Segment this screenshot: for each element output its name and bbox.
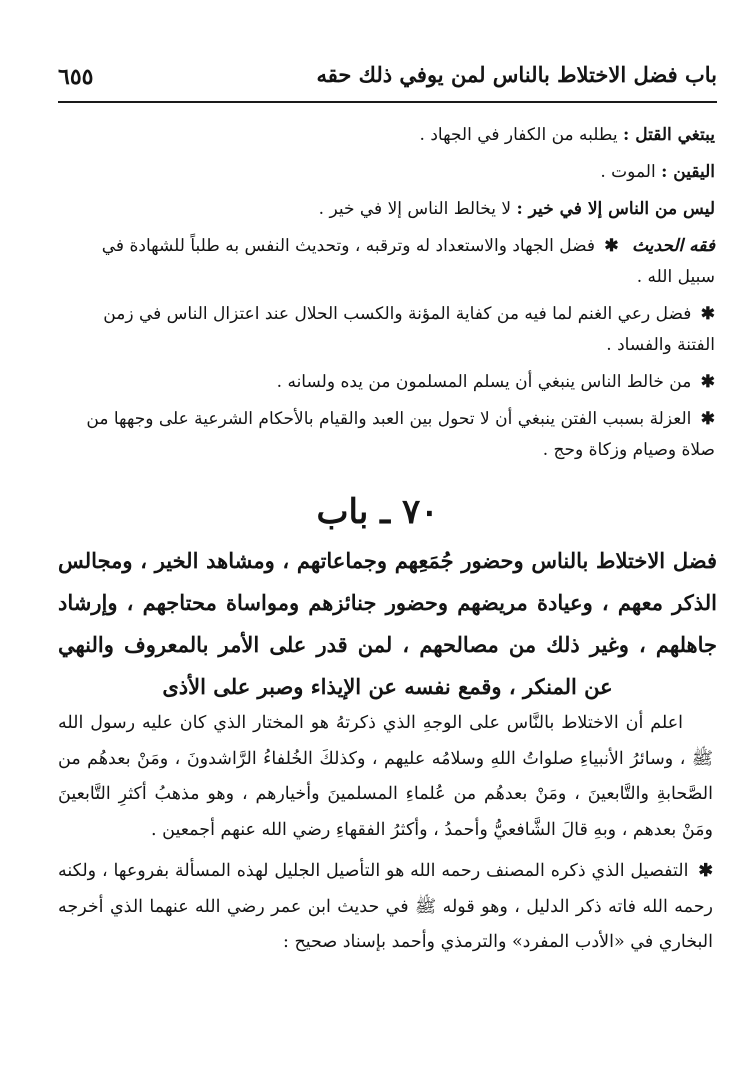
commentary-text: التفصيل الذي ذكره المصنف رحمه الله هو التأصيل الجليل لهذه المسألة بفروعها ، ولكنه رحمه الله فاته ذكر الدليل ، وهو قوله ﷺ في حديث ابن عمر رضي الله عنهما الذي أخرجه البخاري في «الأدب المفرد» والترمذي وأحمد بإسناد صحيح :	[58, 861, 713, 952]
header-rule	[58, 101, 717, 103]
fiqh-point	[62, 231, 715, 293]
running-title: باب فضل الاختلاط بالناس لمن يوفي ذلك حقه	[316, 62, 717, 87]
star-bullet-icon: ✱	[604, 236, 619, 256]
fiqh-point	[62, 299, 715, 361]
body-paragraph: اعلم أن الاختلاط بالنَّاس على الوجهِ الذي ذكرتهُ هو المختار الذي كان عليه رسول الله ﷺ ، وسائرُ الأنبياءِ صلواتُ اللهِ وسلامُه عليهم ، وكذلكَ الخُلفاءُ الرَّاشدونَ ، ومَنْ بعدهُم من الصَّحابةِ والتَّابعينَ ، ومَنْ بعدهُم من عُلماءِ المسلمينَ وأخيارهم ، وهو مذهبُ أكثرِ التَّابعينَ ومَنْ بعدهم ، وبهِ قالَ الشَّافعيُّ وأحمدُ ، وأكثرُ الفقهاءِ رضي الله عنهم أجمعين .	[58, 713, 713, 840]
star-bullet-icon: ✱	[700, 304, 715, 324]
commentary-note	[58, 854, 713, 961]
page-number: ٦٥٥	[58, 64, 94, 90]
glossary-section	[62, 120, 715, 472]
glossary-entry	[62, 157, 715, 188]
glossary-entry	[62, 120, 715, 151]
star-bullet-icon: ✱	[698, 861, 713, 881]
glossary-definition: لا يخالط الناس إلا في خير .	[318, 199, 517, 219]
chapter-title: فضل الاختلاط بالناس وحضور جُمَعِهم وجماعاتهم ، ومشاهد الخير ، ومجالس الذكر معهم ، وعيادة مريضهم وحضور جنائزهم ومواساة محتاجهم ، وإرشاد جاهلهم ، وغير ذلك من مصالحهم ، لمن قدر على الأمر بالمعروف والنهي عن المنكر ، وقمع نفسه عن الإيذاء وصبر على الأذى	[58, 548, 717, 699]
fiqh-point	[62, 404, 715, 466]
star-bullet-icon: ✱	[700, 409, 715, 429]
glossary-definition: الموت .	[600, 162, 662, 182]
glossary-term: ليس من الناس إلا في خير :	[516, 199, 715, 219]
glossary-term: اليقين :	[661, 162, 715, 182]
star-bullet-icon: ✱	[700, 372, 715, 392]
fiqh-point-text: فضل الجهاد والاستعداد له وترقبه ، وتحديث النفس به طلباً للشهادة في سبيل الله .	[101, 236, 715, 287]
fiqh-point	[62, 367, 715, 398]
chapter-heading: ٧٠ ـ باب	[316, 492, 439, 532]
fiqh-point-text: العزلة بسبب الفتن ينبغي أن لا تحول بين العبد والقيام بالأحكام الشرعية على وجهها من صلاة وصيام وزكاة وحج .	[86, 409, 715, 460]
body-text	[58, 706, 713, 967]
fiqh-point-text: من خالط الناس ينبغي أن يسلم المسلمون من يده ولسانه .	[276, 372, 692, 392]
glossary-term: يبتغي القتل :	[623, 125, 715, 145]
glossary-entry	[62, 194, 715, 225]
page-header	[58, 62, 717, 92]
glossary-definition: يطلبه من الكفار في الجهاد .	[419, 125, 624, 145]
fiqh-heading: فقه الحديث	[632, 236, 715, 256]
fiqh-point-text: فضل رعي الغنم لما فيه من كفاية المؤنة والكسب الحلال عند اعتزال الناس في زمن الفتنة والفساد .	[103, 304, 715, 355]
